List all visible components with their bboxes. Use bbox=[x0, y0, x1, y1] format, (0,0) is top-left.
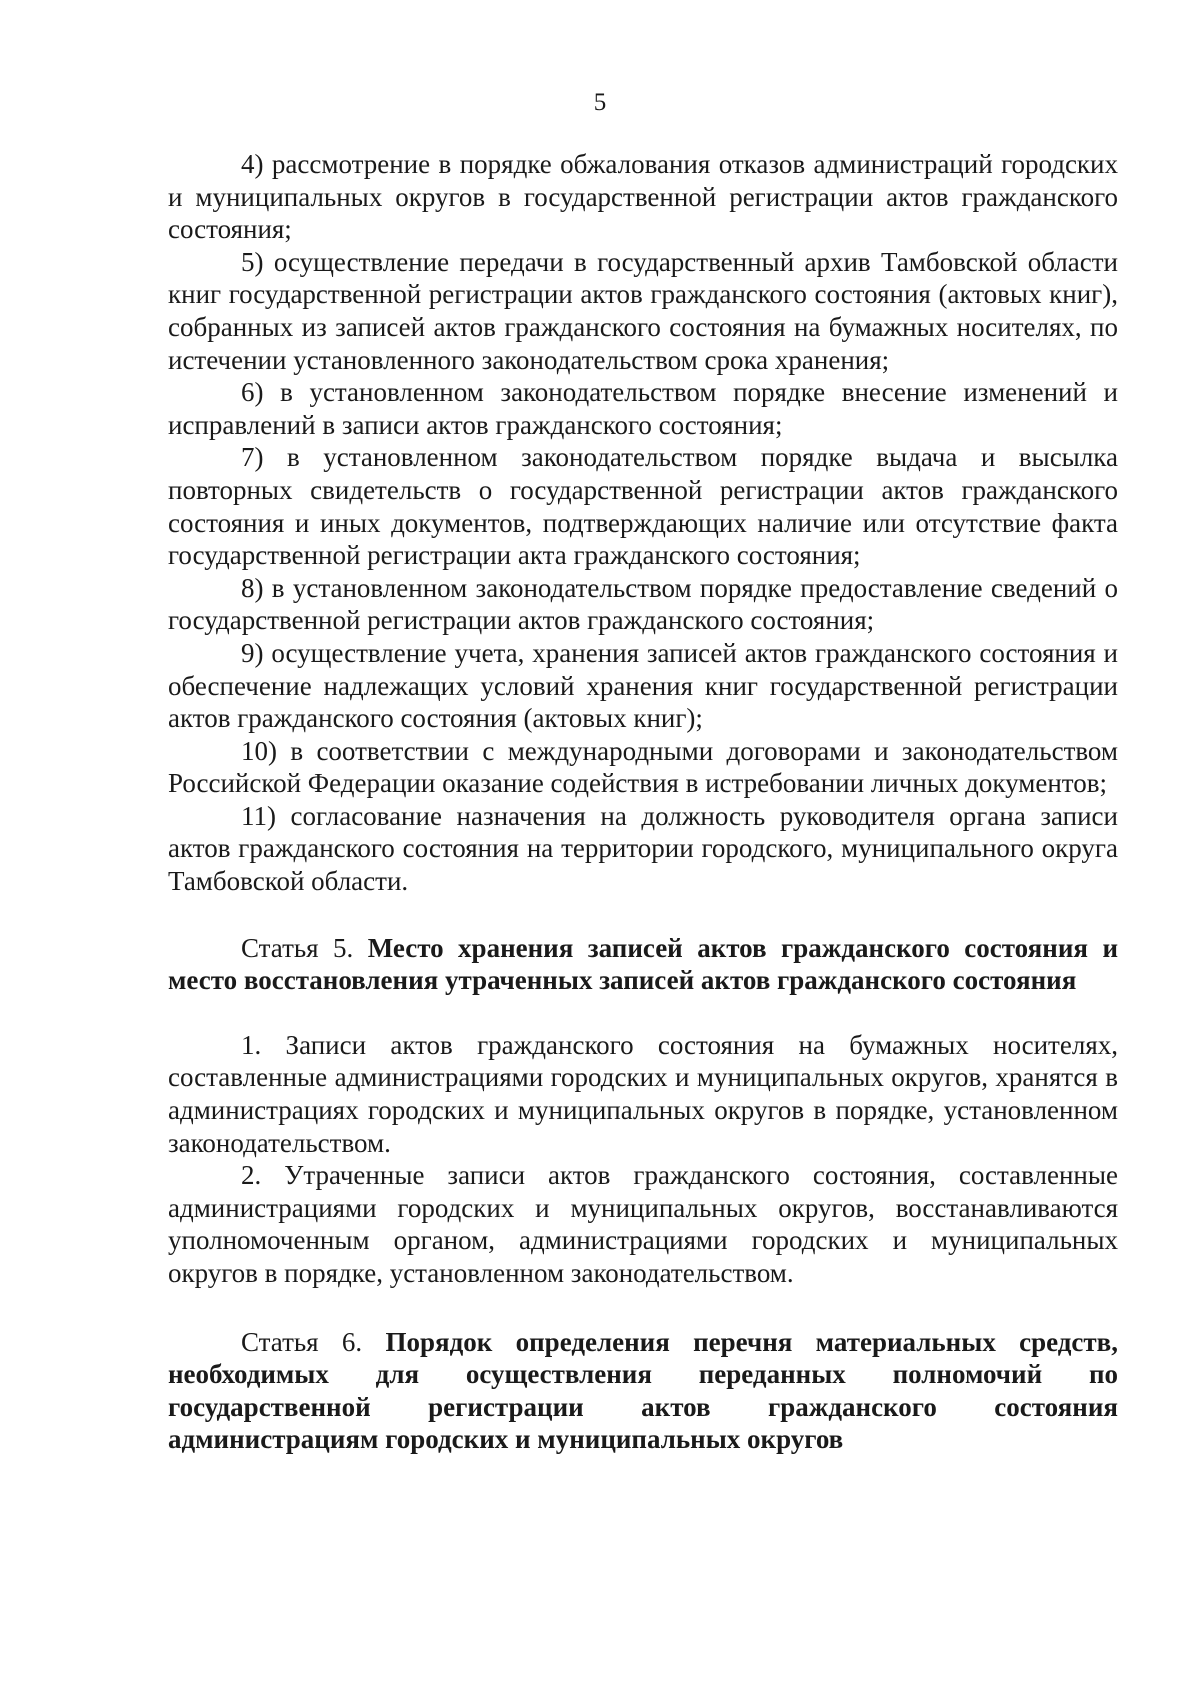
article-5-paragraph-2: 2. Утраченные записи актов гражданского состояния, составленные администрациями городских и муниципальных округов, восстанавливаются уполномоченным органом, администрациями городских и муниципальных округов в порядке, установленном законодательством. bbox=[168, 1160, 1118, 1288]
article-6-label: Статья 6. bbox=[241, 1326, 386, 1357]
list-item-5: 5) осуществление передачи в государственный архив Тамбовской области книг государственной регистрации актов гражданского состояния (актовых книг), собранных из записей актов гражданского состояния на бумажных носителях, по истечении установленного законодательством срока хранения; bbox=[168, 246, 1118, 375]
list-item-7: 7) в установленном законодательством порядке выдача и высылка повторных свидетельств о государственной регистрации актов гражданского состояния и иных документов, подтверждающих наличие или отсутствие факта государственной регистрации акта гражданского состояния; bbox=[168, 442, 1118, 571]
article-6-title: Порядок определения перечня материальных средств, необходимых для осуществления переданных полномочий по государственной регистрации актов гражданского состояния администрациям городских и муниципальных округов bbox=[168, 1326, 1118, 1455]
document-body bbox=[168, 148, 1118, 1456]
article-5-label: Статья 5. bbox=[241, 932, 368, 963]
list-item-6: 6) в установленном законодательством порядке внесение изменений и исправлений в записи актов гражданского состояния; bbox=[168, 377, 1118, 440]
article-5-paragraph-1: 1. Записи актов гражданского состояния на бумажных носителях, составленные администрациями городских и муниципальных округов, хранятся в администрациях городских и муниципальных округов в порядке, установленном законодательством. bbox=[168, 1029, 1118, 1158]
page-number: 5 bbox=[593, 89, 607, 116]
list-item-4: 4) рассмотрение в порядке обжалования отказов администраций городских и муниципальных округов в государственной регистрации актов гражданского состояния; bbox=[168, 149, 1118, 245]
list-item-10: 10) в соответствии с международными договорами и законодательством Российской Федерации оказание содействия в истребовании личных документов; bbox=[168, 735, 1118, 799]
list-item-9: 9) осуществление учета, хранения записей актов гражданского состояния и обеспечение надлежащих условий хранения книг государственной регистрации актов гражданского состояния (актовых книг); bbox=[168, 637, 1118, 734]
article-6-heading bbox=[168, 1326, 1118, 1456]
article-5-title: Место хранения записей актов гражданского состояния и место восстановления утраченных записей актов гражданского состояния bbox=[168, 932, 1119, 996]
list-item-8: 8) в установленном законодательством порядке предоставление сведений о государственной регистрации актов гражданского состояния; bbox=[168, 572, 1118, 636]
article-5-heading bbox=[168, 932, 1118, 997]
list-item-11: 11) согласование назначения на должность руководителя органа записи актов гражданского состояния на территории городского, муниципального округа Тамбовской области. bbox=[168, 800, 1118, 897]
